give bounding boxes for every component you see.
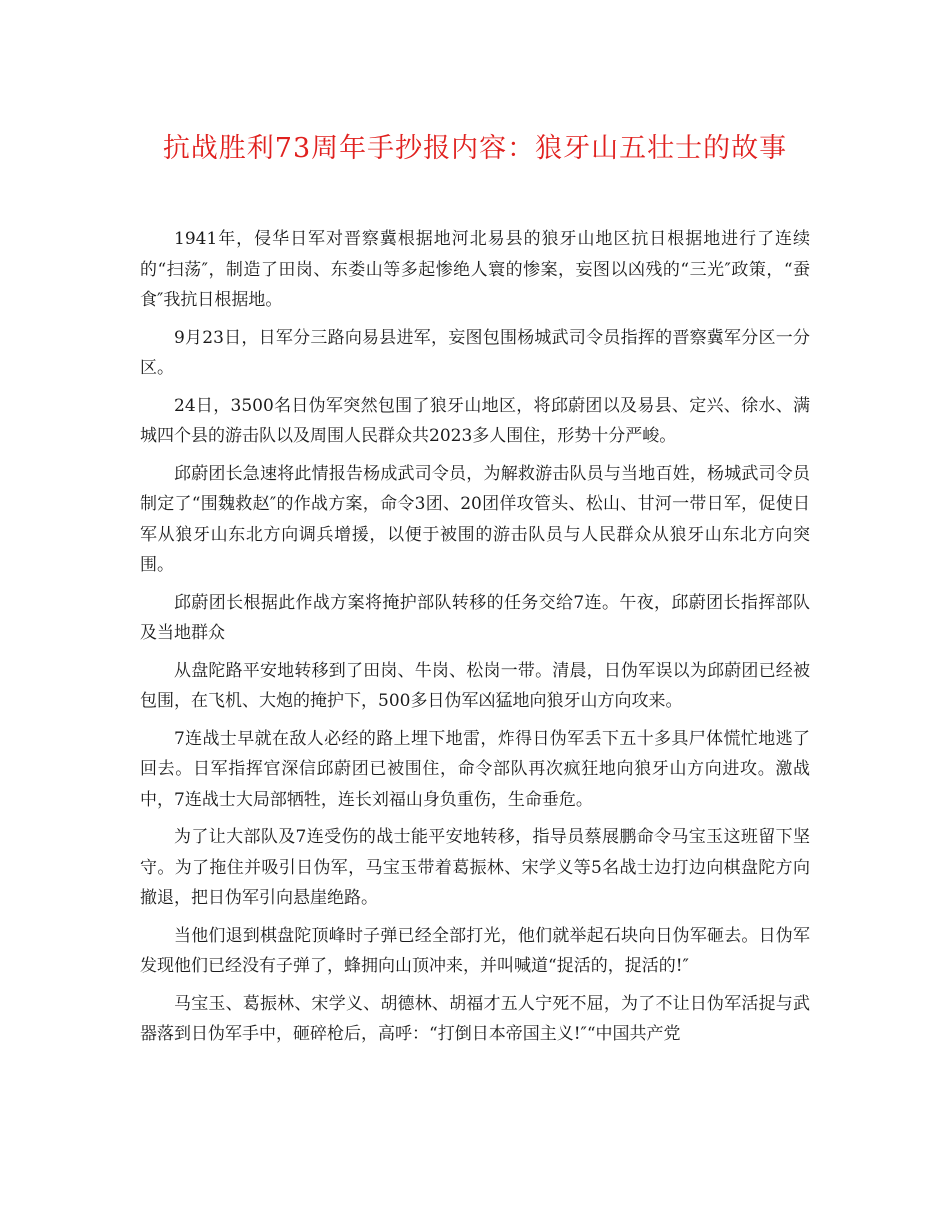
paragraph-1: 1941年，侵华日军对晋察冀根据地河北易县的狼牙山地区抗日根据地进行了连续的“扫荡″，制造了田岗、东娄山等多起惨绝人寰的惨案，妄图以凶残的“三光″政策，“蚕食″我抗日根据地。 (140, 229, 810, 310)
paragraph-7: 7连战士早就在敌人必经的路上埋下地雷，炸得日伪军丢下五十多具尸体慌忙地逃了回去。日军指挥官深信邱蔚团已被围住，命令部队再次疯狂地向狼牙山方向进攻。激战中，7连战士大局部牺牲，连长刘福山身负重伤，生命垂危。 (140, 728, 810, 810)
paragraph-5: 邱蔚团长根据此作战方案将掩护部队转移的任务交给7连。午夜，邱蔚团长指挥部队及当地群众 (140, 592, 810, 643)
paragraph-9: 当他们退到棋盘陀顶峰时子弹已经全部打光，他们就举起石块向日伪军砸去。日伪军发现他们已经没有子弹了，蜂拥向山顶冲来，并叫喊道“捉活的，捉活的!″ (140, 925, 810, 976)
paragraph-6: 从盘陀路平安地转移到了田岗、牛岗、松岗一带。清晨，日伪军误以为邱蔚团已经被包围，在飞机、大炮的掩护下，500多日伪军凶猛地向狼牙山方向攻来。 (140, 660, 810, 711)
paragraph-4: 邱蔚团长急速将此情报告杨成武司令员，为解救游击队员与当地百姓，杨城武司令员制定了“围魏救赵″的作战方案，命令3团、20团佯攻管头、松山、甘河一带日军，促使日军从狼牙山东北方向调兵增援，以便于被围的游击队员与人民群众从狼牙山东北方向突围。 (140, 463, 810, 575)
paragraph-10: 马宝玉、葛振林、宋学义、胡德林、胡福才五人宁死不屈，为了不让日伪军活捉与武器落到日伪军手中，砸碎枪后，高呼：“打倒日本帝国主义!″“中国共产党 (140, 993, 810, 1044)
paragraph-2: 9月23日，日军分三路向易县进军，妄图包围杨城武司令员指挥的晋察冀军分区一分区。 (140, 327, 810, 378)
paragraph-3: 24日，3500名日伪军突然包围了狼牙山地区，将邱蔚团以及易县、定兴、徐水、满城四个县的游击队以及周围人民群众共2023多人围住，形势十分严峻。 (140, 395, 810, 446)
document-title: 抗战胜利73周年手抄报内容：狼牙山五壮士的故事 (162, 133, 788, 164)
paragraph-8: 为了让大部队及7连受伤的战士能平安地转移，指导员蔡展鹏命令马宝玉这班留下坚守。为了拖住并吸引日伪军，马宝玉带着葛振林、宋学义等5名战士边打边向棋盘陀方向撤退，把日伪军引向悬崖绝路。 (140, 827, 810, 908)
